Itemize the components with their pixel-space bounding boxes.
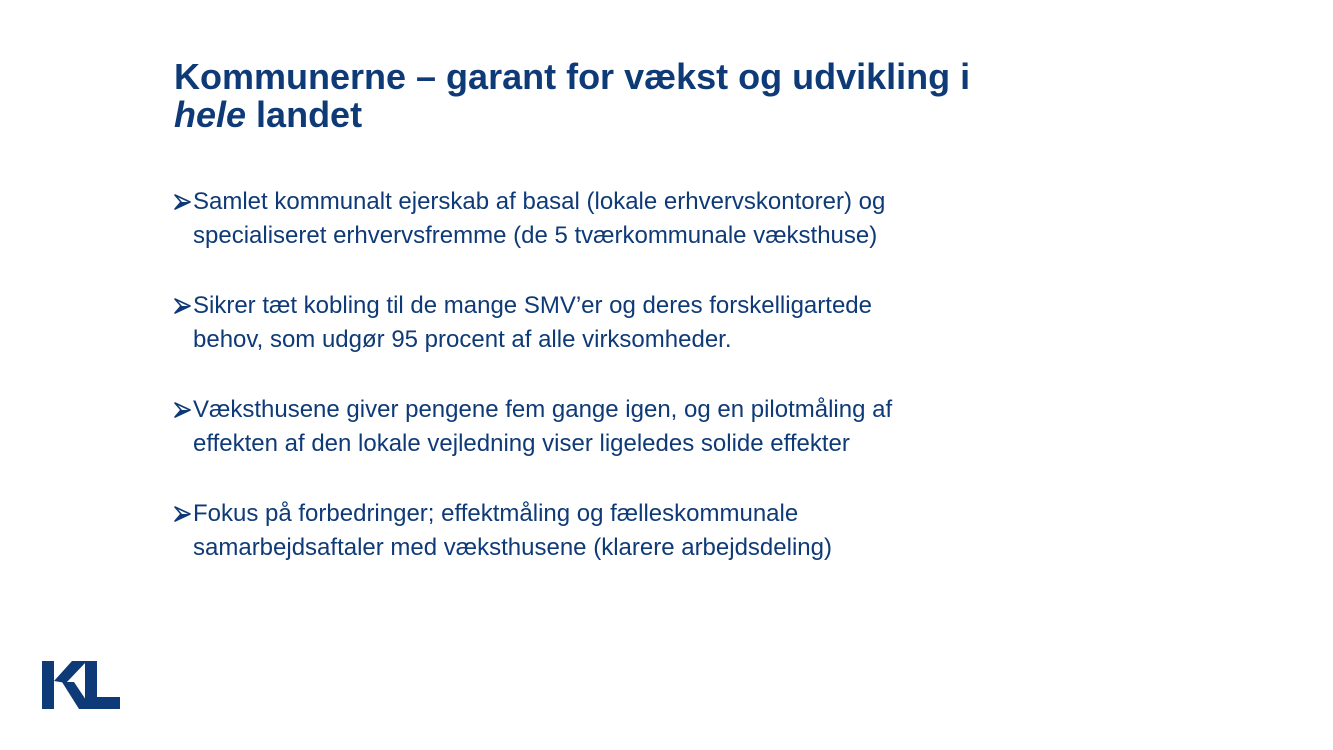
bullet-line-1: Sikrer tæt kobling til de mange SMV’er og deres forskelligartede (193, 292, 872, 319)
slide-title (174, 58, 1074, 134)
title-line-2-rest: landet (246, 94, 363, 135)
arrow-bullet-icon (174, 185, 193, 219)
bullet-item (174, 393, 1054, 461)
bullet-line-1: Væksthusene giver pengene fem gange igen, og en pilotmåling af (193, 396, 893, 423)
kl-logo (42, 661, 120, 709)
bullet-line-2: behov, som udgør 95 procent af alle virksomheder. (193, 326, 732, 353)
bullet-item (174, 185, 1054, 253)
bullet-line-1: Fokus på forbedringer; effektmåling og fælleskommunale (193, 500, 799, 527)
bullet-item (174, 289, 1054, 357)
bullet-line-2: specialiseret erhvervsfremme (de 5 tværkommunale væksthuse) (193, 222, 878, 249)
arrow-bullet-icon (174, 289, 193, 323)
bullet-list (174, 185, 1054, 601)
bullet-line-2: effekten af den lokale vejledning viser ligeledes solide effekter (193, 430, 850, 457)
bullet-line-2: samarbejdsaftaler med væksthusene (klarere arbejdsdeling) (193, 534, 832, 561)
title-line-1: Kommunerne – garant for vækst og udvikling i (174, 56, 971, 97)
title-emphasis: hele (174, 94, 247, 135)
bullet-line-1: Samlet kommunalt ejerskab af basal (lokale erhvervskontorer) og (193, 188, 886, 215)
bullet-item (174, 497, 1054, 565)
kl-logo-icon (42, 661, 120, 709)
arrow-bullet-icon (174, 497, 193, 531)
arrow-bullet-icon (174, 393, 193, 427)
